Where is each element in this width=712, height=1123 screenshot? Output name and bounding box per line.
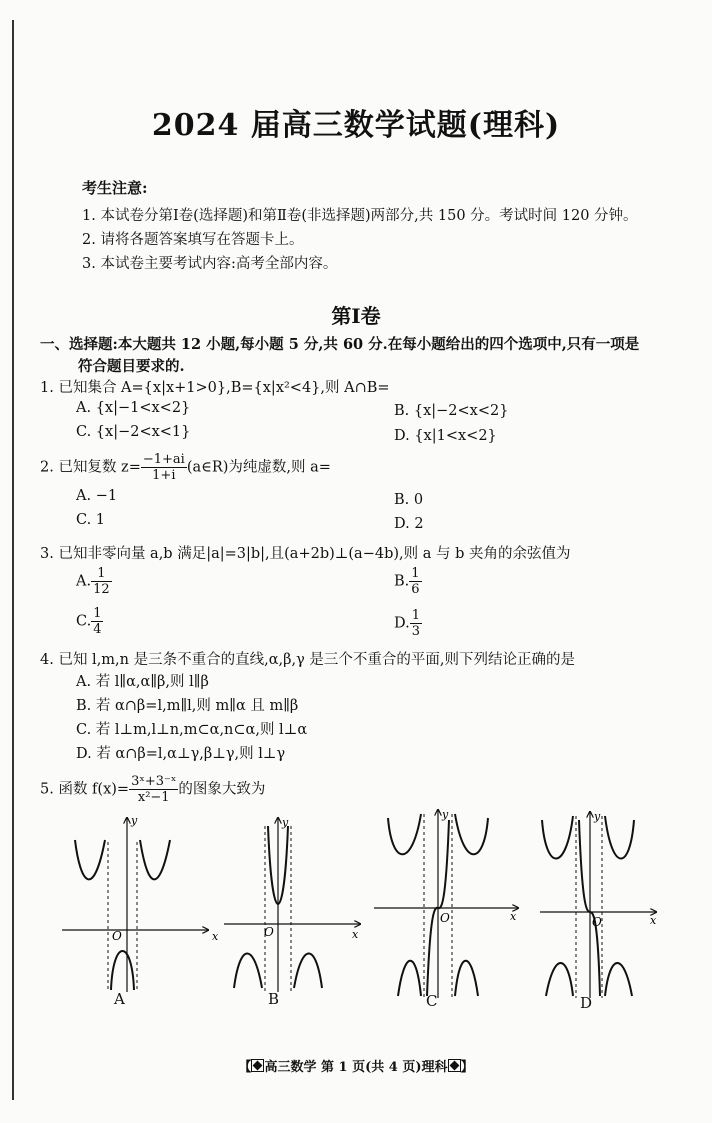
q3-option-a [76,566,112,597]
curve [75,840,105,879]
notice-block [82,176,638,276]
q5-stem-post: 的图象大致为 [178,781,266,798]
q3-option-d-fraction [410,608,422,639]
denominator: 3 [411,624,420,639]
diamond-mark-icon [251,1059,264,1072]
q2-option-c: C. 1 [76,512,106,528]
curve [605,963,632,996]
curve [111,951,134,990]
y-axis-label: y [594,810,601,823]
q2-numerator: −1+ai [142,452,185,467]
origin-label: O [592,915,602,929]
curve [388,814,421,854]
q2-option-a: A. −1 [76,488,118,504]
numerator: 1 [411,608,420,623]
curve [398,961,421,996]
q5-fraction [129,774,178,805]
q3-option-c [76,606,103,637]
curve [605,816,634,859]
graph-a-label: A [114,990,125,1008]
notice-item: 2. 请将各题答案填写在答题卡上。 [82,232,304,248]
q5-stem [40,774,265,805]
q3-option-b-label: B. [394,573,410,590]
part-one-line1: 一、选择题:本大题共 12 小题,每小题 5 分,共 60 分.在每小题给出的四个选项中,只有一项是 [40,336,640,353]
q3-option-b-fraction [409,566,421,597]
x-axis-label: x [650,914,657,927]
q1-option-d: D. {x|1<x<2} [394,428,497,444]
q1-stem: 1. 已知集合 A={x|x+1>0},B={x|x²<4},则 A∩B= [40,380,390,396]
notice-item: 3. 本试卷主要考试内容:高考全部内容。 [82,256,338,272]
q2-stem-post: (a∈R)为纯虚数,则 a= [186,459,331,476]
graph-d [538,806,662,1002]
graph-a [58,812,218,1002]
q4-option-c: C. 若 l⊥m,l⊥n,m⊂α,n⊂α,则 l⊥α [76,722,308,738]
notice-heading: 考生注意: [82,179,148,197]
origin-label: O [112,929,122,943]
part-one-instructions [40,334,690,378]
x-axis-label: x [352,928,359,941]
q5-denominator: x²−1 [137,790,170,805]
q1-option-b: B. {x|−2<x<2} [394,403,509,419]
graph-b [222,812,367,1002]
page-footer [0,1056,712,1075]
y-axis-label: y [442,808,449,821]
q4-stem: 4. 已知 l,m,n 是三条不重合的直线,α,β,γ 是三个不重合的平面,则下列结论正确的是 [40,652,575,668]
y-axis-label: y [131,814,138,827]
q4-option-a: A. 若 l∥α,α∥β,则 l∥β [76,674,209,690]
numerator: 1 [411,566,420,581]
curve [546,963,573,996]
q1-option-c: C. {x|−2<x<1} [76,424,191,440]
exam-title: 2024 届高三数学试题(理科) [151,108,561,143]
binding-line [12,20,14,1100]
curve [294,954,322,989]
origin-label: O [264,925,274,939]
q2-stem [40,452,331,483]
denominator: 6 [411,582,420,597]
curve [455,814,488,854]
curve [542,816,573,859]
q5-stem-pre: 5. 函数 f(x)= [40,781,130,798]
q2-stem-pre: 2. 已知复数 z= [40,459,141,476]
q3-option-c-fraction [91,606,103,637]
q3-option-b [394,566,422,597]
section-title: 第Ⅰ卷 [331,304,381,328]
q5-numerator: 3ˣ+3⁻ˣ [131,774,177,789]
graph-d-label: D [580,994,593,1012]
graph-b-label: B [268,990,280,1008]
denominator: 12 [93,582,110,597]
q3-stem: 3. 已知非零向量 a,b 满足|a|=3|b|,且(a+2b)⊥(a−4b),则 a 与 b 夹角的余弦值为 [40,546,571,562]
curve [140,840,170,879]
q1-option-a: A. {x|−1<x<2} [76,400,191,416]
graph-c [372,806,524,1002]
q3-option-a-fraction [91,566,112,597]
q2-fraction [141,452,187,483]
part-one-line2: 符合题目要求的. [78,358,185,375]
footer-bracket-open: 【 [238,1060,252,1075]
footer-text: 高三数学 第 1 页(共 4 页)理科 [264,1060,448,1075]
notice-item: 1. 本试卷分第Ⅰ卷(选择题)和第Ⅱ卷(非选择题)两部分,共 150 分。考试时间 120 分钟。 [82,208,638,224]
q3-option-c-label: C. [76,613,92,630]
q3-option-a-label: A. [76,573,92,590]
q3-option-d [394,608,422,639]
curve [455,961,478,996]
origin-label: O [440,911,450,925]
footer-bracket-close: 】 [460,1060,474,1075]
numerator: 1 [93,606,102,621]
q2-denominator: 1+i [152,468,176,483]
diamond-mark-icon [448,1059,461,1072]
x-axis-label: x [212,930,218,943]
q4-option-b: B. 若 α∩β=l,m∥l,则 m∥α 且 m∥β [76,698,299,714]
q2-option-b: B. 0 [394,492,424,508]
y-axis-label: y [282,816,289,829]
denominator: 4 [93,622,102,637]
q2-option-d: D. 2 [394,516,424,532]
numerator: 1 [91,566,112,582]
q4-option-d: D. 若 α∩β=l,α⊥γ,β⊥γ,则 l⊥γ [76,746,286,762]
q3-option-d-label: D. [394,615,410,632]
x-axis-label: x [510,910,517,923]
curve [234,954,262,989]
graph-c-label: C [426,992,438,1010]
